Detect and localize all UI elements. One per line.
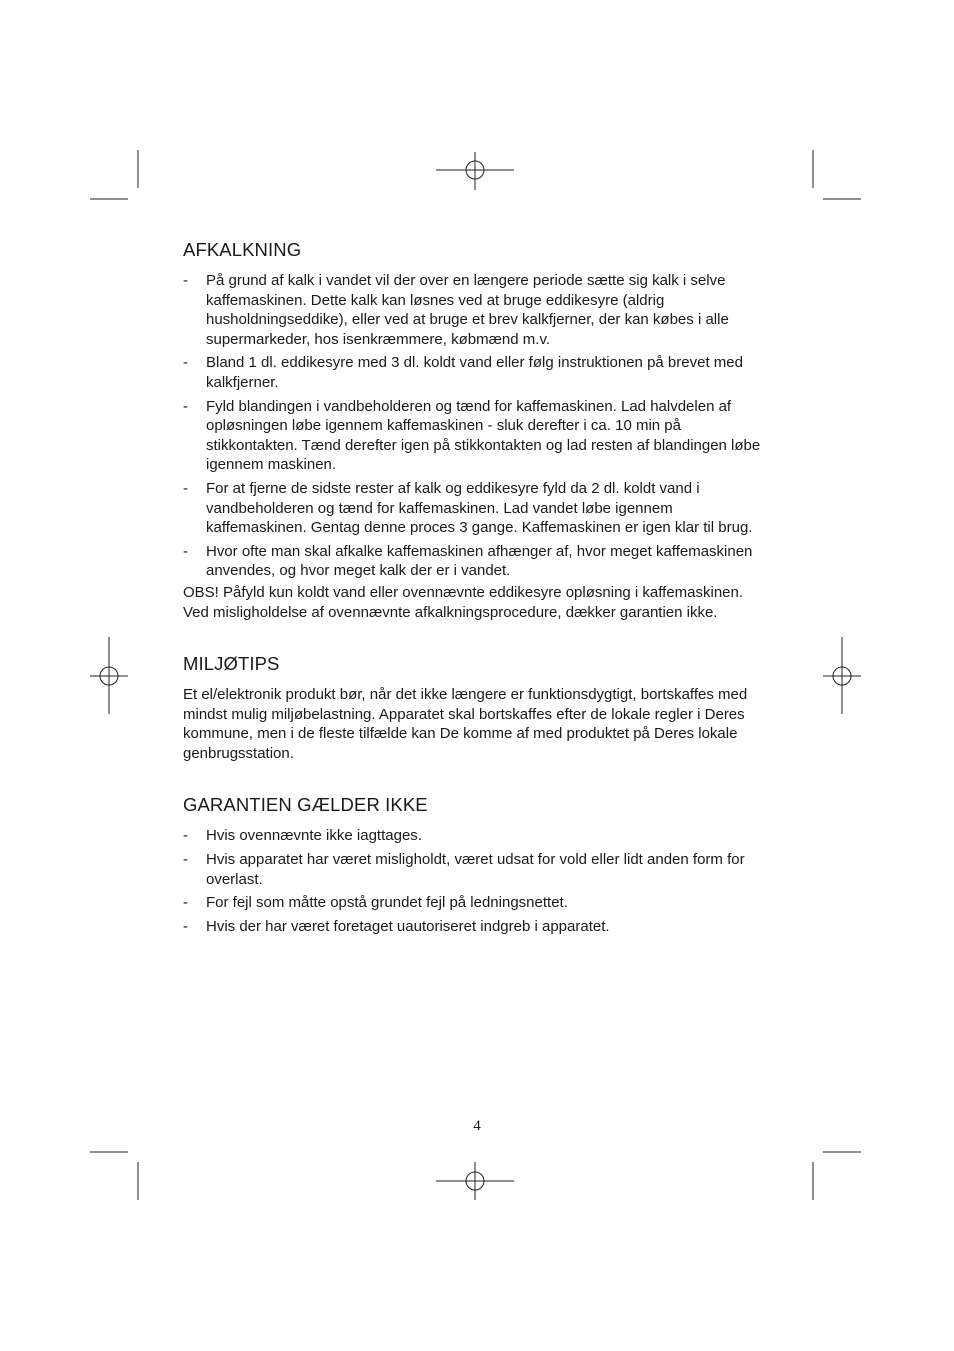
list-item <box>183 397 773 475</box>
bullet-list <box>183 826 773 936</box>
dash-bullet: - <box>183 272 188 289</box>
section-garantien <box>183 793 773 936</box>
dash-bullet: - <box>183 894 188 912</box>
note-paragraph: OBS! Påfyld kun koldt vand eller ovennævnte eddikesyre opløsning i kaffemaskinen. Ved misligholdelse af ovennævnte afkalkningsprocedure, dækker garantien ikke. <box>183 583 744 621</box>
dash-bullet: - <box>183 851 188 869</box>
list-item-text: På grund af kalk i vandet vil der over en længere periode sætte sig kalk i selve kaffemaskinen. Dette kalk kan løsnes ved at bruge eddikesyre (aldrig husholdningseddike), eller ved at bruge et brev kalkfjerner, der kan købes i alle supermarkeder, hos isenkræmmere, købmænd m.v. <box>206 272 729 348</box>
list-item-text: Bland 1 dl. eddikesyre med 3 dl. koldt vand eller følg instruktionen på brevet med kalkfjerner. <box>206 354 743 391</box>
list-item <box>183 826 773 846</box>
list-item <box>183 850 773 889</box>
registration-mark-right <box>823 637 861 714</box>
list-item-text: For at fjerne de sidste rester af kalk og eddikesyre fyld da 2 dl. koldt vand i vandbeholderen og tænd for kaffemaskinen. Lad vandet løbe igennem kaffemaskinen. Gentag denne proces 3 gange. Kaffemaskinen er igen klar til brug. <box>206 479 753 537</box>
list-item-text: Fyld blandingen i vandbeholderen og tænd for kaffemaskinen. Lad halvdelen af opløsningen løbe igennem kaffemaskinen - sluk derefter i ca. 10 min på stikkontakten. Tænd derefter igen på stikkontakten og lad resten af blandingen løbe igennem maskinen. <box>206 397 761 474</box>
list-item-text: Hvis der har været foretaget uautoriseret indgreb i apparatet. <box>206 917 610 935</box>
registration-mark-top <box>436 152 514 190</box>
list-item <box>183 893 773 913</box>
dash-bullet: - <box>183 917 188 935</box>
page-content <box>183 238 773 964</box>
section-heading: MILJØTIPS <box>183 653 280 675</box>
page-number: 4 <box>473 1118 481 1134</box>
body-paragraph: Et el/elektronik produkt bør, når det ikke længere er funktionsdygtigt, bortskaffes med mindst mulig miljøbelastning. Apparatet skal bortskaffes efter de lokale regler i Deres kommune, men i de fleste tilfælde kan De komme af med produktet på Deres lokale genbrugsstation. <box>183 686 748 762</box>
registration-mark-left <box>90 637 128 714</box>
dash-bullet: - <box>183 542 188 560</box>
section-heading: GARANTIEN GÆLDER IKKE <box>183 794 428 816</box>
list-item <box>183 271 773 349</box>
dash-bullet: - <box>183 827 188 845</box>
section-afkalkning <box>183 238 773 622</box>
list-item-text: For fejl som måtte opstå grundet fejl på ledningsnettet. <box>206 894 568 912</box>
bullet-list <box>183 271 773 581</box>
list-item <box>183 917 773 937</box>
list-item-text: Hvis apparatet har været misligholdt, været udsat for vold eller lidt anden form for overlast. <box>206 851 745 888</box>
list-item <box>183 479 773 538</box>
dash-bullet: - <box>183 479 188 497</box>
section-miljotips <box>183 652 773 763</box>
section-heading: AFKALKNING <box>183 239 302 260</box>
registration-mark-bottom <box>436 1162 514 1200</box>
list-item-text: Hvis ovennævnte ikke iagttages. <box>206 827 422 845</box>
list-item <box>183 353 773 392</box>
list-item <box>183 542 773 581</box>
dash-bullet: - <box>183 397 188 415</box>
list-item-text: Hvor ofte man skal afkalke kaffemaskinen afhænger af, hvor meget kaffemaskinen anvendes, og hvor meget kalk der er i vandet. <box>206 542 753 580</box>
dash-bullet: - <box>183 354 188 372</box>
